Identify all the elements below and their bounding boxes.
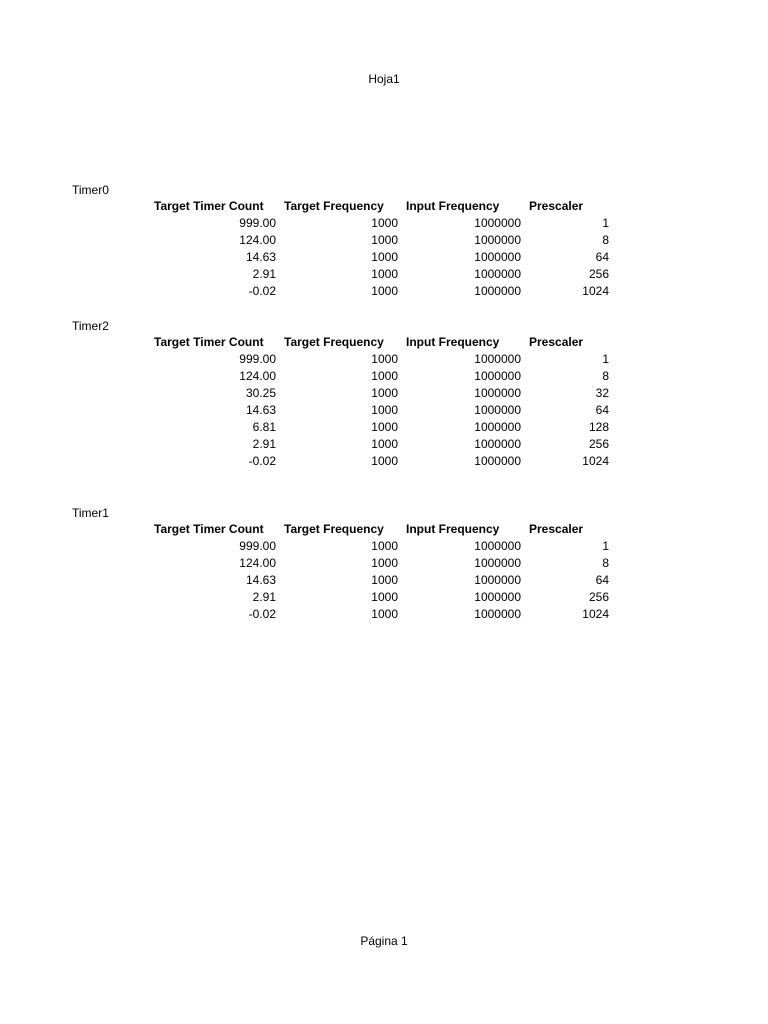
prescaler-cell: 1024 — [582, 284, 609, 298]
prescaler-cell: 32 — [595, 386, 609, 400]
page-footer: Página 1 — [360, 934, 408, 948]
column-header: Input Frequency — [406, 522, 500, 536]
target-frequency-cell: 1000 — [371, 216, 398, 230]
target-timer-count-cell: -0.02 — [248, 454, 276, 468]
input-frequency-cell: 1000000 — [474, 267, 521, 281]
table-row — [150, 351, 613, 368]
input-frequency-cell: 1000000 — [474, 607, 521, 621]
table-row — [150, 538, 613, 555]
input-frequency-cell: 1000000 — [474, 386, 521, 400]
column-header: Target Timer Count — [154, 522, 264, 536]
target-frequency-cell: 1000 — [371, 386, 398, 400]
target-frequency-cell: 1000 — [371, 352, 398, 366]
target-frequency-cell: 1000 — [371, 369, 398, 383]
input-frequency-cell: 1000000 — [474, 352, 521, 366]
table-row — [150, 453, 613, 470]
table-header-row — [150, 334, 613, 351]
input-frequency-cell: 1000000 — [474, 216, 521, 230]
target-frequency-cell: 1000 — [371, 454, 398, 468]
table-row — [150, 436, 613, 453]
input-frequency-cell: 1000000 — [474, 437, 521, 451]
column-header: Target Frequency — [284, 522, 384, 536]
section-label: Timer1 — [72, 506, 109, 520]
prescaler-cell: 1 — [602, 352, 609, 366]
input-frequency-cell: 1000000 — [474, 556, 521, 570]
table-header-row — [150, 198, 613, 215]
target-timer-count-cell: 30.25 — [245, 386, 276, 400]
target-frequency-cell: 1000 — [371, 573, 398, 587]
target-frequency-cell: 1000 — [371, 556, 398, 570]
prescaler-cell: 8 — [602, 556, 609, 570]
target-timer-count-cell: 124.00 — [239, 233, 276, 247]
section-label: Timer2 — [72, 319, 109, 333]
input-frequency-cell: 1000000 — [474, 420, 521, 434]
table-row — [150, 266, 613, 283]
page-header: Hoja1 — [368, 72, 400, 86]
column-header: Target Frequency — [284, 335, 384, 349]
table-row — [150, 283, 613, 300]
input-frequency-cell: 1000000 — [474, 233, 521, 247]
input-frequency-cell: 1000000 — [474, 573, 521, 587]
column-header: Prescaler — [529, 335, 584, 349]
prescaler-cell: 256 — [588, 267, 609, 281]
column-header: Target Timer Count — [154, 199, 264, 213]
target-frequency-cell: 1000 — [371, 267, 398, 281]
prescaler-cell: 64 — [595, 403, 609, 417]
target-frequency-cell: 1000 — [371, 590, 398, 604]
input-frequency-cell: 1000000 — [474, 454, 521, 468]
prescaler-cell: 128 — [588, 420, 609, 434]
input-frequency-cell: 1000000 — [474, 590, 521, 604]
target-timer-count-cell: 14.63 — [245, 573, 276, 587]
column-header: Target Timer Count — [154, 335, 264, 349]
column-header: Prescaler — [529, 199, 584, 213]
target-timer-count-cell: 2.91 — [252, 267, 276, 281]
target-timer-count-cell: 6.81 — [252, 420, 276, 434]
prescaler-cell: 64 — [595, 573, 609, 587]
target-frequency-cell: 1000 — [371, 607, 398, 621]
target-frequency-cell: 1000 — [371, 539, 398, 553]
table-row — [150, 385, 613, 402]
input-frequency-cell: 1000000 — [474, 403, 521, 417]
timer-table — [150, 198, 613, 300]
section-label: Timer0 — [72, 183, 109, 197]
column-header: Prescaler — [529, 522, 584, 536]
prescaler-cell: 256 — [588, 590, 609, 604]
table-row — [150, 589, 613, 606]
prescaler-cell: 64 — [595, 250, 609, 264]
timer-table — [150, 521, 613, 623]
prescaler-cell: 8 — [602, 369, 609, 383]
column-header: Input Frequency — [406, 199, 500, 213]
prescaler-cell: 1024 — [582, 454, 609, 468]
target-timer-count-cell: 999.00 — [239, 216, 276, 230]
target-frequency-cell: 1000 — [371, 403, 398, 417]
table-row — [150, 368, 613, 385]
table-row — [150, 572, 613, 589]
target-frequency-cell: 1000 — [371, 437, 398, 451]
table-row — [150, 419, 613, 436]
prescaler-cell: 256 — [588, 437, 609, 451]
target-frequency-cell: 1000 — [371, 284, 398, 298]
prescaler-cell: 1 — [602, 539, 609, 553]
table-row — [150, 606, 613, 623]
target-timer-count-cell: 999.00 — [239, 352, 276, 366]
target-timer-count-cell: 124.00 — [239, 369, 276, 383]
target-frequency-cell: 1000 — [371, 250, 398, 264]
table-row — [150, 555, 613, 572]
table-row — [150, 232, 613, 249]
column-header: Target Frequency — [284, 199, 384, 213]
timer-table — [150, 334, 613, 470]
column-header: Input Frequency — [406, 335, 500, 349]
prescaler-cell: 1 — [602, 216, 609, 230]
table-row — [150, 402, 613, 419]
target-timer-count-cell: 14.63 — [245, 403, 276, 417]
table-row — [150, 249, 613, 266]
prescaler-cell: 1024 — [582, 607, 609, 621]
input-frequency-cell: 1000000 — [474, 284, 521, 298]
input-frequency-cell: 1000000 — [474, 369, 521, 383]
target-timer-count-cell: -0.02 — [248, 284, 276, 298]
table-header-row — [150, 521, 613, 538]
input-frequency-cell: 1000000 — [474, 539, 521, 553]
target-timer-count-cell: 999.00 — [239, 539, 276, 553]
target-timer-count-cell: 14.63 — [245, 250, 276, 264]
table-row — [150, 215, 613, 232]
target-timer-count-cell: 124.00 — [239, 556, 276, 570]
input-frequency-cell: 1000000 — [474, 250, 521, 264]
target-timer-count-cell: 2.91 — [252, 437, 276, 451]
target-frequency-cell: 1000 — [371, 420, 398, 434]
target-frequency-cell: 1000 — [371, 233, 398, 247]
prescaler-cell: 8 — [602, 233, 609, 247]
target-timer-count-cell: 2.91 — [252, 590, 276, 604]
target-timer-count-cell: -0.02 — [248, 607, 276, 621]
